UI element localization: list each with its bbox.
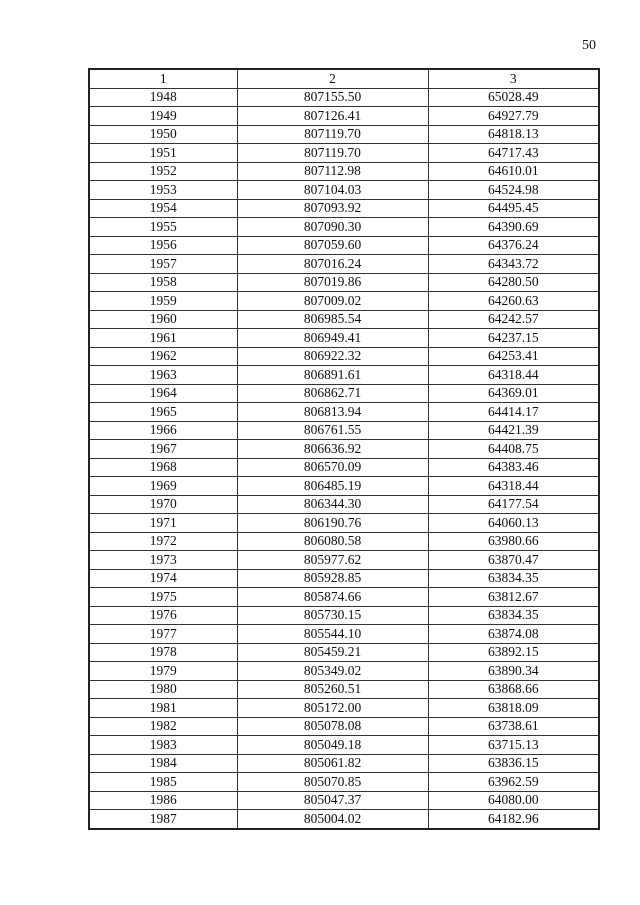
table-row: [89, 255, 599, 274]
table-cell: 807119.70: [237, 144, 428, 163]
table-cell: 806949.41: [237, 329, 428, 348]
table-cell: 806080.58: [237, 532, 428, 551]
table-cell: 64280.50: [428, 273, 599, 292]
table-row: [89, 699, 599, 718]
table-row: [89, 551, 599, 570]
table-row: [89, 310, 599, 329]
table-cell: 63980.66: [428, 532, 599, 551]
table-cell: 64080.00: [428, 791, 599, 810]
table-row: [89, 606, 599, 625]
table-cell: 64408.75: [428, 440, 599, 459]
table-cell: 1953: [89, 181, 237, 200]
data-table: [88, 68, 600, 830]
table-cell: 806922.32: [237, 347, 428, 366]
table-cell: 63890.34: [428, 662, 599, 681]
table-cell: 805544.10: [237, 625, 428, 644]
table-row: [89, 477, 599, 496]
table-cell: 1969: [89, 477, 237, 496]
table-cell: 63834.35: [428, 569, 599, 588]
page-number: 50: [582, 38, 596, 53]
table-cell: 63812.67: [428, 588, 599, 607]
table-row: [89, 773, 599, 792]
table-cell: 1965: [89, 403, 237, 422]
table-cell: 65028.49: [428, 88, 599, 107]
table-cell: 1974: [89, 569, 237, 588]
table-cell: 807019.86: [237, 273, 428, 292]
table-cell: 807155.50: [237, 88, 428, 107]
table-body: [89, 88, 599, 829]
table-cell: 63868.66: [428, 680, 599, 699]
table-row: [89, 754, 599, 773]
table-cell: 1984: [89, 754, 237, 773]
table-row: [89, 162, 599, 181]
table-cell: 63874.08: [428, 625, 599, 644]
table-cell: 1977: [89, 625, 237, 644]
table-row: [89, 329, 599, 348]
table-cell: 1951: [89, 144, 237, 163]
table-row: [89, 514, 599, 533]
table-cell: 63834.35: [428, 606, 599, 625]
table-cell: 64524.98: [428, 181, 599, 200]
table-cell: 805070.85: [237, 773, 428, 792]
table-cell: 807104.03: [237, 181, 428, 200]
table-cell: 63818.09: [428, 699, 599, 718]
table-row: [89, 569, 599, 588]
table-row: [89, 495, 599, 514]
table-cell: 1960: [89, 310, 237, 329]
table-header: [89, 69, 599, 88]
table-cell: 64495.45: [428, 199, 599, 218]
column-header-2: 2: [237, 69, 428, 88]
table-cell: 1973: [89, 551, 237, 570]
table-row: [89, 273, 599, 292]
table-cell: 1961: [89, 329, 237, 348]
header-row: [89, 69, 599, 88]
table-cell: 1971: [89, 514, 237, 533]
table-cell: 807112.98: [237, 162, 428, 181]
table-cell: 64177.54: [428, 495, 599, 514]
table-cell: 1979: [89, 662, 237, 681]
column-header-1: 1: [89, 69, 237, 88]
table-cell: 806891.61: [237, 366, 428, 385]
table-cell: 64060.13: [428, 514, 599, 533]
table-row: [89, 403, 599, 422]
table-cell: 1980: [89, 680, 237, 699]
table-cell: 807093.92: [237, 199, 428, 218]
table-cell: 805928.85: [237, 569, 428, 588]
table-cell: 1948: [89, 88, 237, 107]
table-cell: 807119.70: [237, 125, 428, 144]
table-row: [89, 532, 599, 551]
table-row: [89, 791, 599, 810]
table-cell: 1987: [89, 810, 237, 829]
table-cell: 805078.08: [237, 717, 428, 736]
table-row: [89, 440, 599, 459]
table-row: [89, 662, 599, 681]
table-cell: 64242.57: [428, 310, 599, 329]
table-cell: 1954: [89, 199, 237, 218]
table-cell: 1981: [89, 699, 237, 718]
table-cell: 805061.82: [237, 754, 428, 773]
table-row: [89, 181, 599, 200]
table-cell: 1983: [89, 736, 237, 755]
table-cell: 1985: [89, 773, 237, 792]
table-row: [89, 588, 599, 607]
table-cell: 807016.24: [237, 255, 428, 274]
table-cell: 1986: [89, 791, 237, 810]
table-cell: 64260.63: [428, 292, 599, 311]
table-cell: 1966: [89, 421, 237, 440]
table-row: [89, 625, 599, 644]
column-header-3: 3: [428, 69, 599, 88]
table-cell: 64237.15: [428, 329, 599, 348]
table-row: [89, 125, 599, 144]
table-cell: 805977.62: [237, 551, 428, 570]
table-cell: 64369.01: [428, 384, 599, 403]
table-cell: 806761.55: [237, 421, 428, 440]
table-cell: 806636.92: [237, 440, 428, 459]
table-cell: 1982: [89, 717, 237, 736]
table-cell: 63962.59: [428, 773, 599, 792]
table-cell: 1963: [89, 366, 237, 385]
table-cell: 64383.46: [428, 458, 599, 477]
table-cell: 806344.30: [237, 495, 428, 514]
table-row: [89, 88, 599, 107]
table-row: [89, 107, 599, 126]
table-row: [89, 199, 599, 218]
table-row: [89, 717, 599, 736]
table-cell: 806485.19: [237, 477, 428, 496]
table-cell: 805004.02: [237, 810, 428, 829]
table-cell: 64927.79: [428, 107, 599, 126]
table-row: [89, 680, 599, 699]
table-cell: 64390.69: [428, 218, 599, 237]
table-cell: 805172.00: [237, 699, 428, 718]
table-cell: 806190.76: [237, 514, 428, 533]
table-row: [89, 218, 599, 237]
table-cell: 1967: [89, 440, 237, 459]
table-row: [89, 458, 599, 477]
table-cell: 64818.13: [428, 125, 599, 144]
table-cell: 64182.96: [428, 810, 599, 829]
table-row: [89, 736, 599, 755]
table-cell: 1952: [89, 162, 237, 181]
table-cell: 1958: [89, 273, 237, 292]
table-cell: 1976: [89, 606, 237, 625]
table-cell: 64717.43: [428, 144, 599, 163]
table-row: [89, 144, 599, 163]
table-cell: 1959: [89, 292, 237, 311]
table-cell: 1968: [89, 458, 237, 477]
table-cell: 1962: [89, 347, 237, 366]
table-cell: 805874.66: [237, 588, 428, 607]
table-cell: 64318.44: [428, 477, 599, 496]
table-cell: 807009.02: [237, 292, 428, 311]
table-cell: 64414.17: [428, 403, 599, 422]
table-cell: 1955: [89, 218, 237, 237]
table-cell: 805260.51: [237, 680, 428, 699]
table-cell: 806813.94: [237, 403, 428, 422]
table-cell: 1970: [89, 495, 237, 514]
table-cell: 1956: [89, 236, 237, 255]
table-cell: 807126.41: [237, 107, 428, 126]
table-cell: 63715.13: [428, 736, 599, 755]
table-cell: 806570.09: [237, 458, 428, 477]
table-cell: 64376.24: [428, 236, 599, 255]
table-cell: 806862.71: [237, 384, 428, 403]
table-row: [89, 643, 599, 662]
table-cell: 1978: [89, 643, 237, 662]
table-cell: 64421.39: [428, 421, 599, 440]
table-row: [89, 347, 599, 366]
table-cell: 805049.18: [237, 736, 428, 755]
table-cell: 64610.01: [428, 162, 599, 181]
table-cell: 807090.30: [237, 218, 428, 237]
table-row: [89, 236, 599, 255]
table-cell: 1957: [89, 255, 237, 274]
table-cell: 1972: [89, 532, 237, 551]
table-cell: 63836.15: [428, 754, 599, 773]
table-cell: 1949: [89, 107, 237, 126]
table-cell: 1950: [89, 125, 237, 144]
table-row: [89, 810, 599, 829]
table-row: [89, 366, 599, 385]
table-cell: 805047.37: [237, 791, 428, 810]
table-cell: 64253.41: [428, 347, 599, 366]
table-cell: 64343.72: [428, 255, 599, 274]
table-row: [89, 292, 599, 311]
table-cell: 807059.60: [237, 236, 428, 255]
table-cell: 63870.47: [428, 551, 599, 570]
table-cell: 806985.54: [237, 310, 428, 329]
table-cell: 805730.15: [237, 606, 428, 625]
table-cell: 64318.44: [428, 366, 599, 385]
table-row: [89, 421, 599, 440]
table-cell: 805459.21: [237, 643, 428, 662]
table-cell: 1964: [89, 384, 237, 403]
table-cell: 63738.61: [428, 717, 599, 736]
table-cell: 1975: [89, 588, 237, 607]
table-cell: 805349.02: [237, 662, 428, 681]
table-cell: 63892.15: [428, 643, 599, 662]
table-row: [89, 384, 599, 403]
